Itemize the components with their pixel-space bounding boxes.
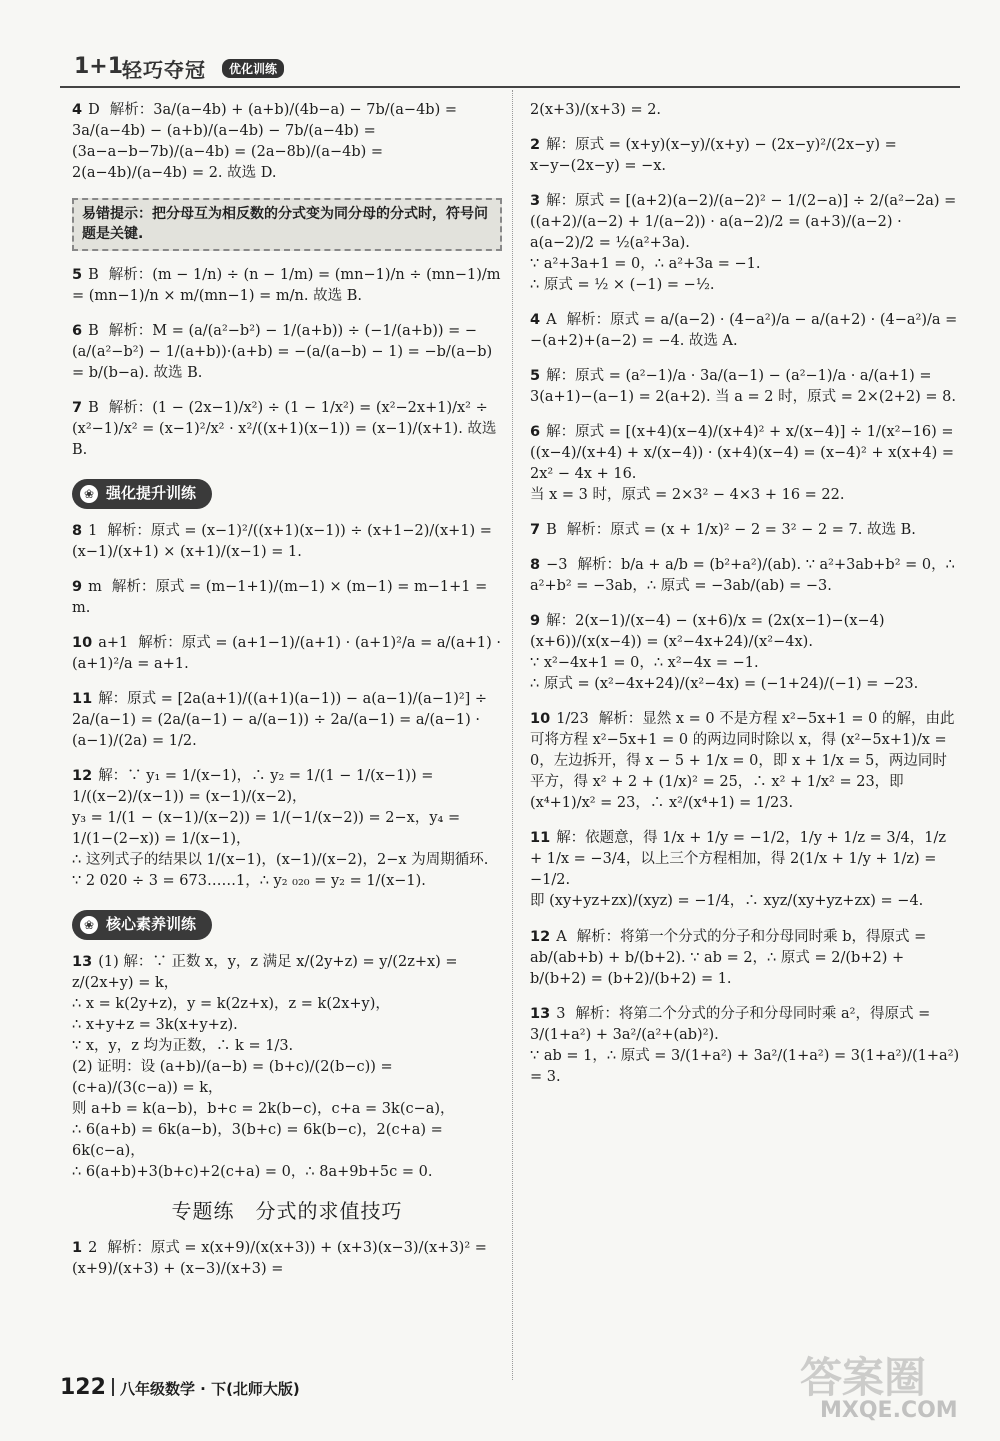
section-banner-strengthen: ❀ 强化提升训练 — [72, 479, 212, 509]
answer-10: 10 a+1 解析：原式 = (a+1−1)/(a+1) · (a+1)²/a = a/(a+1) · (a+1)²/a = a+1. — [72, 634, 506, 672]
practice-answer-5: 5 解：原式 = (a²−1)/a · 3a/(a−1) − (a²−1)/a · a/(a+1) = 3(a+1)−(a−1) = 2(a+2). 当 a = 2 时，原式 = 2×(2+2) = 8. — [530, 368, 957, 406]
answer-4: 4 D 解析：3a/(a−4b) + (a+b)/(4b−a) − 7b/(a−4b) = 3a/(a−4b) − (a+b)/(a−4b) − 7b/(a−4b) = (3a−a−b−7b)/(a−4b) = (2a−8b)/(a−4b) = 2(a−4b)/(a−4b) = 2. 故选 D. — [72, 102, 462, 182]
error-tip-box: 易错提示：把分母互为相反数的分式变为同分母的分式时，符号问题是关键. — [72, 198, 502, 251]
page-number: 122 — [60, 1375, 106, 1400]
answer-9: 9 m 解析：原式 = (m−1+1)/(m−1) × (m−1) = m−1+1 = m. — [72, 578, 492, 616]
practice-answer-8: 8 −3 解析：b/a + a/b = (b²+a²)/(ab). ∵ a²+3ab+b² = 0，∴ a²+b² = −3ab，∴ 原式 = −3ab/(ab) = −3. — [530, 557, 960, 595]
practice-answer-9: 9 解：2(x−1)/(x−4) − (x+6)/x = (2x(x−1)−(x−4)(x+6))/(x(x−4)) = (x²−4x+24)/(x²−4x). ∵ x²−4x+1 = 0，∴ x²−4x = −1. ∴ 原式 = (x²−4x+24)/(x²−4x) = (−1+24)/(−1) = −23. — [530, 613, 919, 693]
special-practice-title: 专题练 分式的求值技巧 — [171, 1198, 403, 1223]
watermark-text: 答案圈 — [800, 1353, 927, 1402]
watermark-url: MXQE.COM — [820, 1398, 958, 1423]
leaf-icon: ❀ — [80, 485, 98, 503]
brand-logo: 1+1 — [74, 54, 124, 79]
brand-subtitle: 优化训练 — [222, 59, 284, 78]
brand-name: 轻巧夺冠 — [122, 58, 206, 82]
answer-5: 5 B 解析：(m − 1/n) ÷ (n − 1/m) = (mn−1)/n ÷ (mn−1)/m = (mn−1)/n × m/(mn−1) = m/n. 故选 B. — [72, 266, 506, 304]
answer-11: 11 解：原式 = [2a(a+1)/((a+1)(a−1)) − a(a−1)/(a−1)²] ÷ 2a/(a−1) = (2a/(a−1) − a/(a−1)) ÷ 2a/(a−1) = a/(a−1) · (a−1)/(2a) = 1/2. — [72, 690, 492, 749]
practice-answer-11: 11 解：依题意，得 1/x + 1/y = −1/2，1/y + 1/z = 3/4，1/z + 1/x = −3/4，以上三个方程相加，得 2(1/x + 1/y + 1/z) = −1/2. 即 (xy+yz+zx)/(xyz) = −1/4，∴ xyz/(xy+yz+zx) = −4. — [530, 830, 946, 910]
practice-answer-12: 12 A 解析：将第一个分式的分子和分母同时乘 b，得原式 = ab/(ab+b) + b/(b+2). ∵ ab = 2，∴ 原式 = 2/(b+2) + b/(b+2) = (b+2)/(b+2) = 1. — [530, 928, 931, 987]
answer-13: 13 (1) 解：∵ 正数 x，y，z 满足 x/(2y+z) = y/(2z+x) = z/(2x+y) = k， ∴ x = k(2y+z)，y = k(2z+x)，z = k(2x+y)， ∴ x+y+z = 3k(x+y+z). ∵ x，y，z 均为正数，∴ k = 1/3. (2) 证明：设 (a+b)/(a−b) = (b+c)/(2(b−c)) = (c+a)/(3(c−a)) = k， 则 a+b = k(a−b)，b+c = 2k(b−c)，c+a = 3k(c−a)， ∴ 6(a+b) = 6k(a−b)，3(b+c) = 6k(b−c)，2(c+a) = 6k(c−a)， ∴ 6(a+b)+3(b+c)+2(c+a) = 0，∴ 8a+9b+5c = 0. — [72, 953, 458, 1180]
answer-8: 8 1 解析：原式 = (x−1)²/((x+1)(x−1)) ÷ (x+1−2)/(x+1) = (x−1)/(x+1) × (x+1)/(x−1) = 1. — [72, 522, 497, 560]
answer-6: 6 B 解析：M = (a/(a²−b²) − 1/(a+b)) ÷ (−1/(a+b)) = −(a/(a²−b²) − 1/(a+b))·(a+b) = −(a/(a−b) − 1) = −b/(a−b) = b/(b−a). 故选 B. — [72, 322, 497, 381]
page-header — [60, 50, 960, 88]
practice-answer-3: 3 解：原式 = [(a+2)(a−2)/(a−2)² − 1/(2−a)] ÷ 2/(a²−2a) = ((a+2)/(a−2) + 1/(a−2)) · a(a−2)/2 = (a+3)/(a−2) · a(a−2)/2 = ½(a²+3a). ∵ a²+3a+1 = 0，∴ a²+3a = −1. ∴ 原式 = ½ × (−1) = −½. — [530, 193, 957, 294]
practice-answer-1-continued: 2(x+3)/(x+3) = 2. — [530, 102, 662, 118]
leaf-icon: ❀ — [80, 916, 98, 934]
practice-answer-4: 4 A 解析：原式 = a/(a−2) · (4−a²)/a − a/(a+2) · (4−a²)/a = −(a+2)+(a−2) = −4. 故选 A. — [530, 312, 962, 350]
left-column — [72, 100, 506, 1294]
footer-separator — [112, 1378, 114, 1396]
answer-12: 12 解：∵ y₁ = 1/(x−1)，∴ y₂ = 1/(1 − 1/(x−1)) = 1/((x−2)/(x−1)) = (x−1)/(x−2)， y₃ = 1/(1 − (x−1)/(x−2)) = 1/(−1/(x−2)) = 2−x，y₄ = 1/(1−(2−x)) = 1/(x−1)， ∴ 这列式子的结果以 1/(x−1)，(x−1)/(x−2)，2−x 为周期循环. ∵ 2 020 ÷ 3 = 673……1，∴ y₂ ₀₂₀ = y₂ = 1/(x−1). — [72, 767, 489, 889]
right-column — [530, 100, 960, 1102]
practice-answer-13: 13 3 解析：将第二个分式的分子和分母同时乘 a²，得原式 = 3/(1+a²) + 3a²/(a²+(ab)²). ∵ ab = 1，∴ 原式 = 3/(1+a²) + 3a²/(1+a²) = 3(1+a²)/(1+a²) = 3. — [530, 1005, 960, 1085]
answer-7: 7 B 解析：(1 − (2x−1)/x²) ÷ (1 − 1/x²) = (x²−2x+1)/x² ÷ (x²−1)/x² = (x−1)²/x² · x²/((x+1)(x−1)) = (x−1)/(x+1). 故选 B. — [72, 399, 502, 458]
practice-answer-6: 6 解：原式 = [(x+4)(x−4)/(x+4)² + x/(x−4)] ÷ 1/(x²−16) = ((x−4)/(x+4) + x/(x−4)) · (x+4)(x−4) = (x−4)² + x(x+4) = 2x² − 4x + 16. 当 x = 3 时，原式 = 2×3² − 4×3 + 16 = 22. — [530, 424, 955, 504]
column-divider — [512, 90, 513, 1380]
page-footer — [60, 1375, 300, 1400]
practice-answer-7: 7 B 解析：原式 = (x + 1/x)² − 2 = 3² − 2 = 7. 故选 B. — [530, 522, 916, 539]
section-banner-core: ❀ 核心素养训练 — [72, 910, 212, 940]
book-title: 八年级数学 · 下(北师大版) — [119, 1380, 300, 1398]
practice-answer-1: 1 2 解析：原式 = x(x+9)/(x(x+3)) + (x+3)(x−3)/(x+3)² = (x+9)/(x+3) + (x−3)/(x+3) = — [72, 1239, 492, 1277]
practice-answer-10: 10 1/23 解析：显然 x = 0 不是方程 x²−5x+1 = 0 的解，由此可将方程 x²−5x+1 = 0 的两边同时除以 x，得 (x²−5x+1)/x = 0，左边拆开，得 x − 5 + 1/x = 0，即 x + 1/x = 5，两边同时平方，得 x² + 2 + (1/x)² = 25，∴ x² + 1/x² = 23，即 (x⁴+1)/x² = 23，∴ x²/(x⁴+1) = 1/23. — [530, 711, 955, 812]
practice-answer-2: 2 解：原式 = (x+y)(x−y)/(x+y) − (2x−y)²/(2x−y) = x−y−(2x−y) = −x. — [530, 137, 902, 175]
